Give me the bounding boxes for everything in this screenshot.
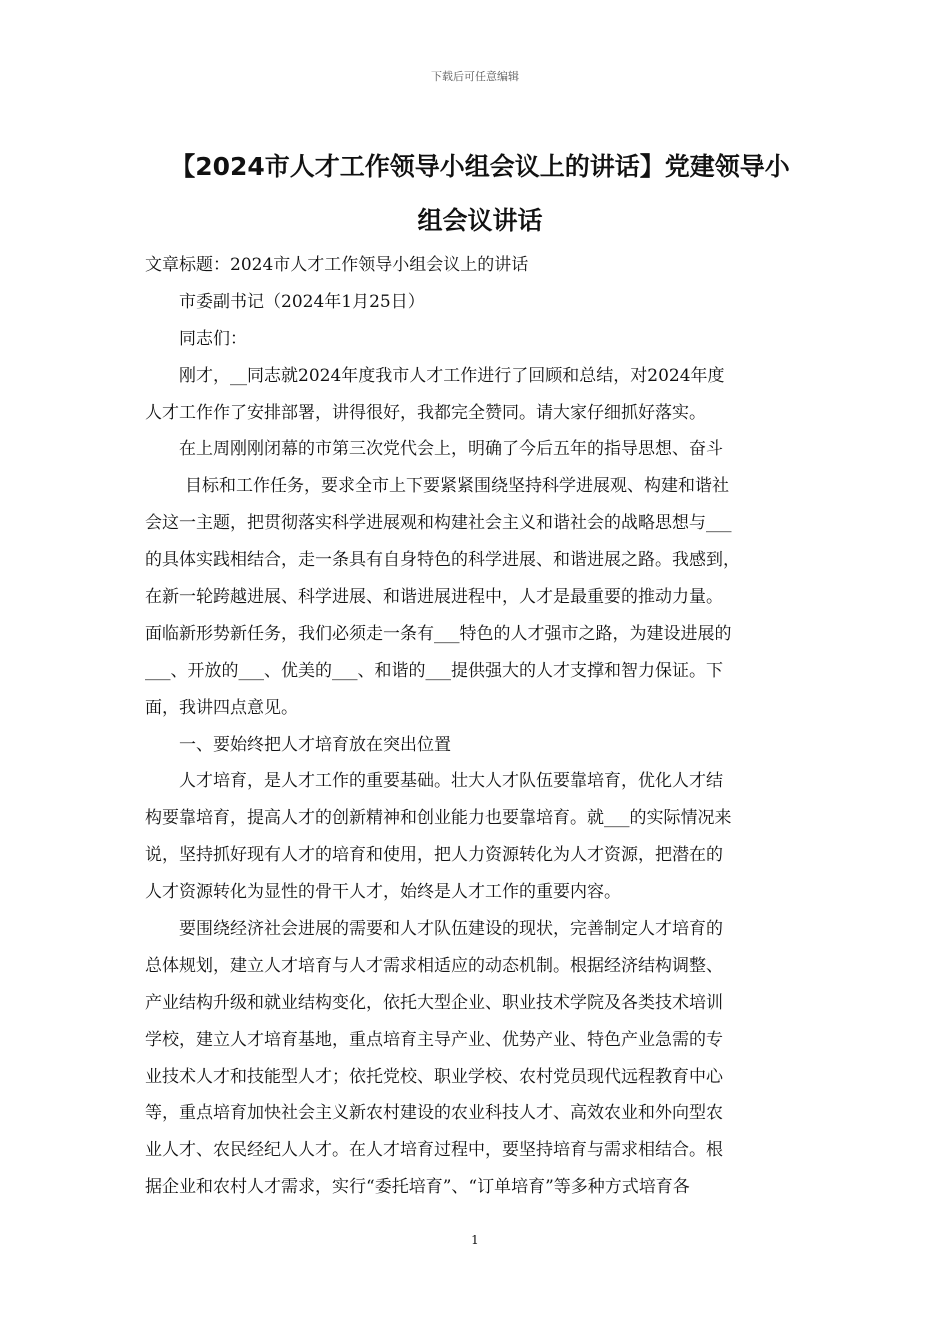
paragraph-line: 构要靠培育，提高人才的创新精神和创业能力也要靠培育。就___的实际情况来 (145, 808, 732, 829)
paragraph-line: 学校，建立人才培育基地，重点培育主导产业、优势产业、特色产业急需的专 (145, 1029, 723, 1050)
paragraph-line: 要围绕经济社会进展的需要和人才队伍建设的现状，完善制定人才培育的 (179, 919, 723, 940)
paragraph-line: 业技术人才和技能型人才；依托党校、职业学校、农村党员现代远程教育中心 (145, 1066, 723, 1087)
article-title-line: 文章标题：2024市人才工作领导小组会议上的讲话 (145, 255, 529, 275)
document-body (145, 247, 825, 1206)
paragraph-line: 刚才，__同志就2024年度我市人才工作进行了回顾和总结，对2024年度 (179, 365, 725, 386)
paragraph-line: 产业结构升级和就业结构变化，依托大型企业、职业技术学院及各类技术培训 (145, 992, 723, 1013)
paragraph-line: 会这一主题，把贯彻落实科学进展观和构建社会主义和谐社会的战略思想与___ (145, 513, 732, 534)
paragraph-line: 人才工作作了安排部署，讲得很好，我都完全赞同。请大家仔细抓好落实。 (145, 402, 706, 423)
paragraph-line: 说，坚持抓好现有人才的培育和使用，把人力资源转化为人才资源，把潜在的 (145, 845, 723, 866)
paragraph-line: 人才资源转化为显性的骨干人才，始终是人才工作的重要内容。 (145, 882, 621, 903)
paragraph-line: ___、开放的___、优美的___、和谐的___提供强大的人才支撑和智力保证。下 (145, 660, 723, 681)
paragraph-line: 等，重点培育加快社会主义新农村建设的农业科技人才、高效农业和外向型农 (145, 1103, 723, 1124)
paragraph-line: 在新一轮跨越进展、科学进展、和谐进展进程中，人才是最重要的推动力量。 (145, 587, 723, 608)
paragraph-line: 的具体实践相结合，走一条具有自身特色的科学进展、和谐进展之路。我感到， (145, 550, 740, 571)
paragraph-line: 目标和工作任务，要求全市上下要紧紧围绕坚持科学进展观、构建和谐社 (185, 476, 729, 497)
header-note: 下载后可任意编辑 (431, 70, 519, 83)
paragraph-line: 总体规划，建立人才培育与人才需求相适应的动态机制。根据经济结构调整、 (145, 955, 723, 976)
page-number: 1 (471, 1233, 479, 1247)
paragraph-line: 在上周刚刚闭幕的市第三次党代会上，明确了今后五年的指导思想、奋斗 (179, 439, 723, 460)
salutation: 同志们： (179, 328, 247, 349)
speaker-line: 市委副书记（2024年1月25日） (179, 291, 425, 312)
title-line: 【2024市人才工作领导小组会议上的讲话】党建领导小 (170, 152, 790, 181)
document-title (145, 140, 815, 248)
paragraph-line: 人才培育，是人才工作的重要基础。壮大人才队伍要靠培育，优化人才结 (179, 771, 723, 792)
paragraph-line: 面，我讲四点意见。 (145, 697, 298, 718)
title-line: 组会议讲话 (417, 206, 543, 235)
paragraph-line: 据企业和农村人才需求，实行“委托培育”、“订单培育”等多种方式培育各 (145, 1177, 690, 1198)
paragraph-line: 面临新形势新任务，我们必须走一条有___特色的人才强市之路，为建设进展的 (145, 623, 732, 644)
section-heading: 一、要始终把人才培育放在突出位置 (179, 734, 451, 755)
paragraph-line: 业人才、农民经纪人人才。在人才培育过程中，要坚持培育与需求相结合。根 (145, 1140, 723, 1161)
